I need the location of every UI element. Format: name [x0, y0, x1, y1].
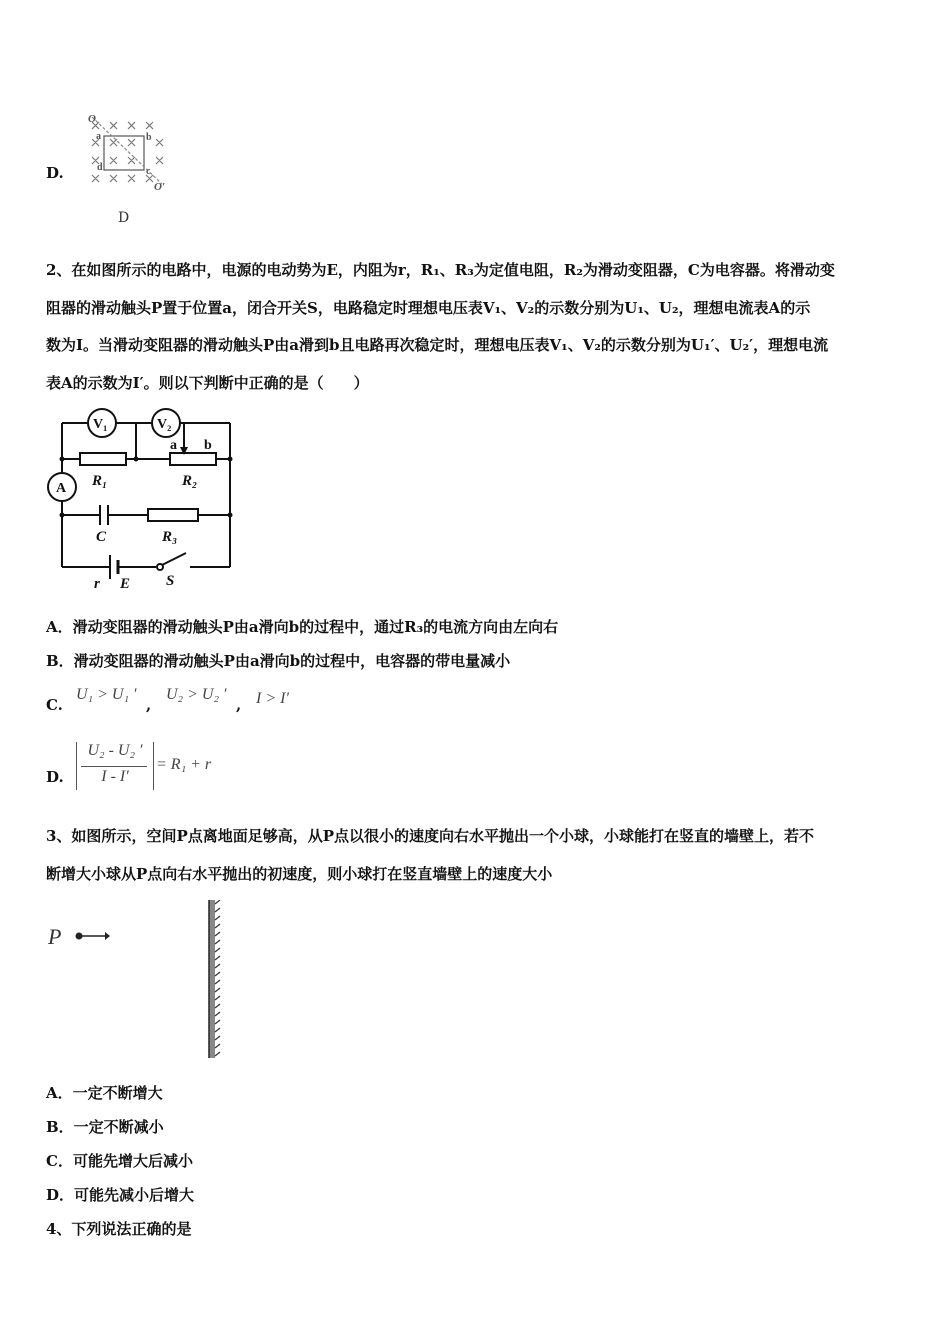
coil-loop [104, 136, 144, 170]
q2-stem [46, 252, 906, 402]
q2-circuit-diagram [44, 405, 244, 590]
label-b: b [204, 438, 212, 453]
label-v1: V₁ [93, 417, 108, 432]
q2-option-b: B．滑动变阻器的滑动触头P由a滑向b的过程中，电容器的带电量减小 [46, 652, 511, 670]
fig-label-o-prime: O′ [154, 181, 166, 192]
q1-option-d-figure [84, 112, 174, 192]
fig-label-b: b [146, 132, 152, 143]
label-a: a [170, 438, 177, 453]
q3-wall [206, 900, 224, 1058]
velocity-arrowhead [105, 932, 110, 940]
label-r3: R₃ [162, 529, 178, 545]
q3-line-2: 断增大小球从P点向右水平抛出的初速度，则小球打在竖直墙壁上的速度大小 [46, 865, 553, 883]
q1-figure-caption: D [118, 210, 130, 226]
label-e: E [120, 576, 131, 590]
q2-option-c-sep-1: , [146, 696, 152, 714]
label-c: C [96, 529, 107, 545]
q2-line-4: 表A的示数为I′。则以下判断中正确的是（ ） [46, 373, 369, 392]
q2-line-3: 数为I。当滑动变阻器的滑动触头P由a滑到b且电路再次稳定时，理想电压表V₁、V₂的示数分别为U₁′、U₂′，理想电流 [46, 336, 829, 354]
ball [76, 933, 83, 940]
resistor-r3 [148, 509, 198, 521]
q2-option-c-expr-1: U₁ > U₁ ′ [76, 686, 137, 703]
q2-option-c-label: C. [46, 696, 63, 714]
fig-label-a: a [96, 131, 101, 142]
q2-option-a: A．滑动变阻器的滑动触头P由a滑向b的过程中，通过R₃的电流方向由左向右 [46, 618, 559, 636]
q3-option-c: C．可能先增大后减小 [46, 1152, 193, 1170]
fig-label-c: c [146, 166, 151, 177]
q3-stem [46, 817, 906, 893]
q4-stem: 4、下列说法正确的是 [46, 1220, 192, 1238]
q3-ball-with-arrow [72, 926, 112, 946]
q2-option-d-rhs: = R₁ + r [156, 756, 212, 773]
q2-option-d-denominator: I - I′ [101, 768, 129, 785]
rheostat-r2 [170, 453, 216, 465]
q2-option-d-fraction-bar [81, 766, 147, 767]
q2-line-2: 阻器的滑动触头P置于位置a，闭合开关S，电路稳定时理想电压表V₁、V₂的示数分别为U₁、U₂，理想电流表A的示 [46, 298, 811, 317]
field-cross-marks [92, 122, 163, 182]
q1-option-d-label: D. [46, 164, 64, 182]
q3-option-a: A．一定不断增大 [46, 1084, 163, 1102]
q2-option-d-label: D. [46, 768, 64, 786]
label-r: r [94, 576, 100, 590]
q2-line-1: 2、在如图所示的电路中，电源的电动势为E，内阻为r，R₁、R₃为定值电阻，R₂为滑动变阻器，C为电容器。将滑动变 [46, 261, 835, 279]
label-v2: V₂ [157, 417, 172, 432]
fig-label-d: d [97, 162, 103, 173]
q3-figure-p-label: P [48, 924, 62, 949]
q3-option-b: B．一定不断减小 [46, 1118, 164, 1136]
q3-line-1: 3、如图所示，空间P点离地面足够高，从P点以很小的速度向右水平抛出一个小球，小球能打在竖直的墙壁上，若不 [46, 827, 815, 845]
fig-label-o: O [88, 113, 96, 125]
switch-lever [162, 553, 186, 565]
q2-option-d-numerator: U₂ - U₂ ′ [87, 742, 143, 759]
q2-option-c-sep-2: , [236, 696, 242, 714]
q2-option-d-abs-bars [76, 742, 154, 790]
resistor-r1 [80, 453, 126, 465]
q2-option-c-expr-2: U₂ > U₂ ′ [166, 686, 227, 703]
label-r1: R₁ [92, 473, 108, 489]
q2-option-c-expr-3: I > I′ [256, 690, 289, 707]
label-ammeter: A [56, 481, 67, 496]
q3-option-d: D．可能先减小后增大 [46, 1186, 195, 1204]
label-s: S [166, 573, 175, 589]
label-r2: R₂ [182, 473, 198, 489]
